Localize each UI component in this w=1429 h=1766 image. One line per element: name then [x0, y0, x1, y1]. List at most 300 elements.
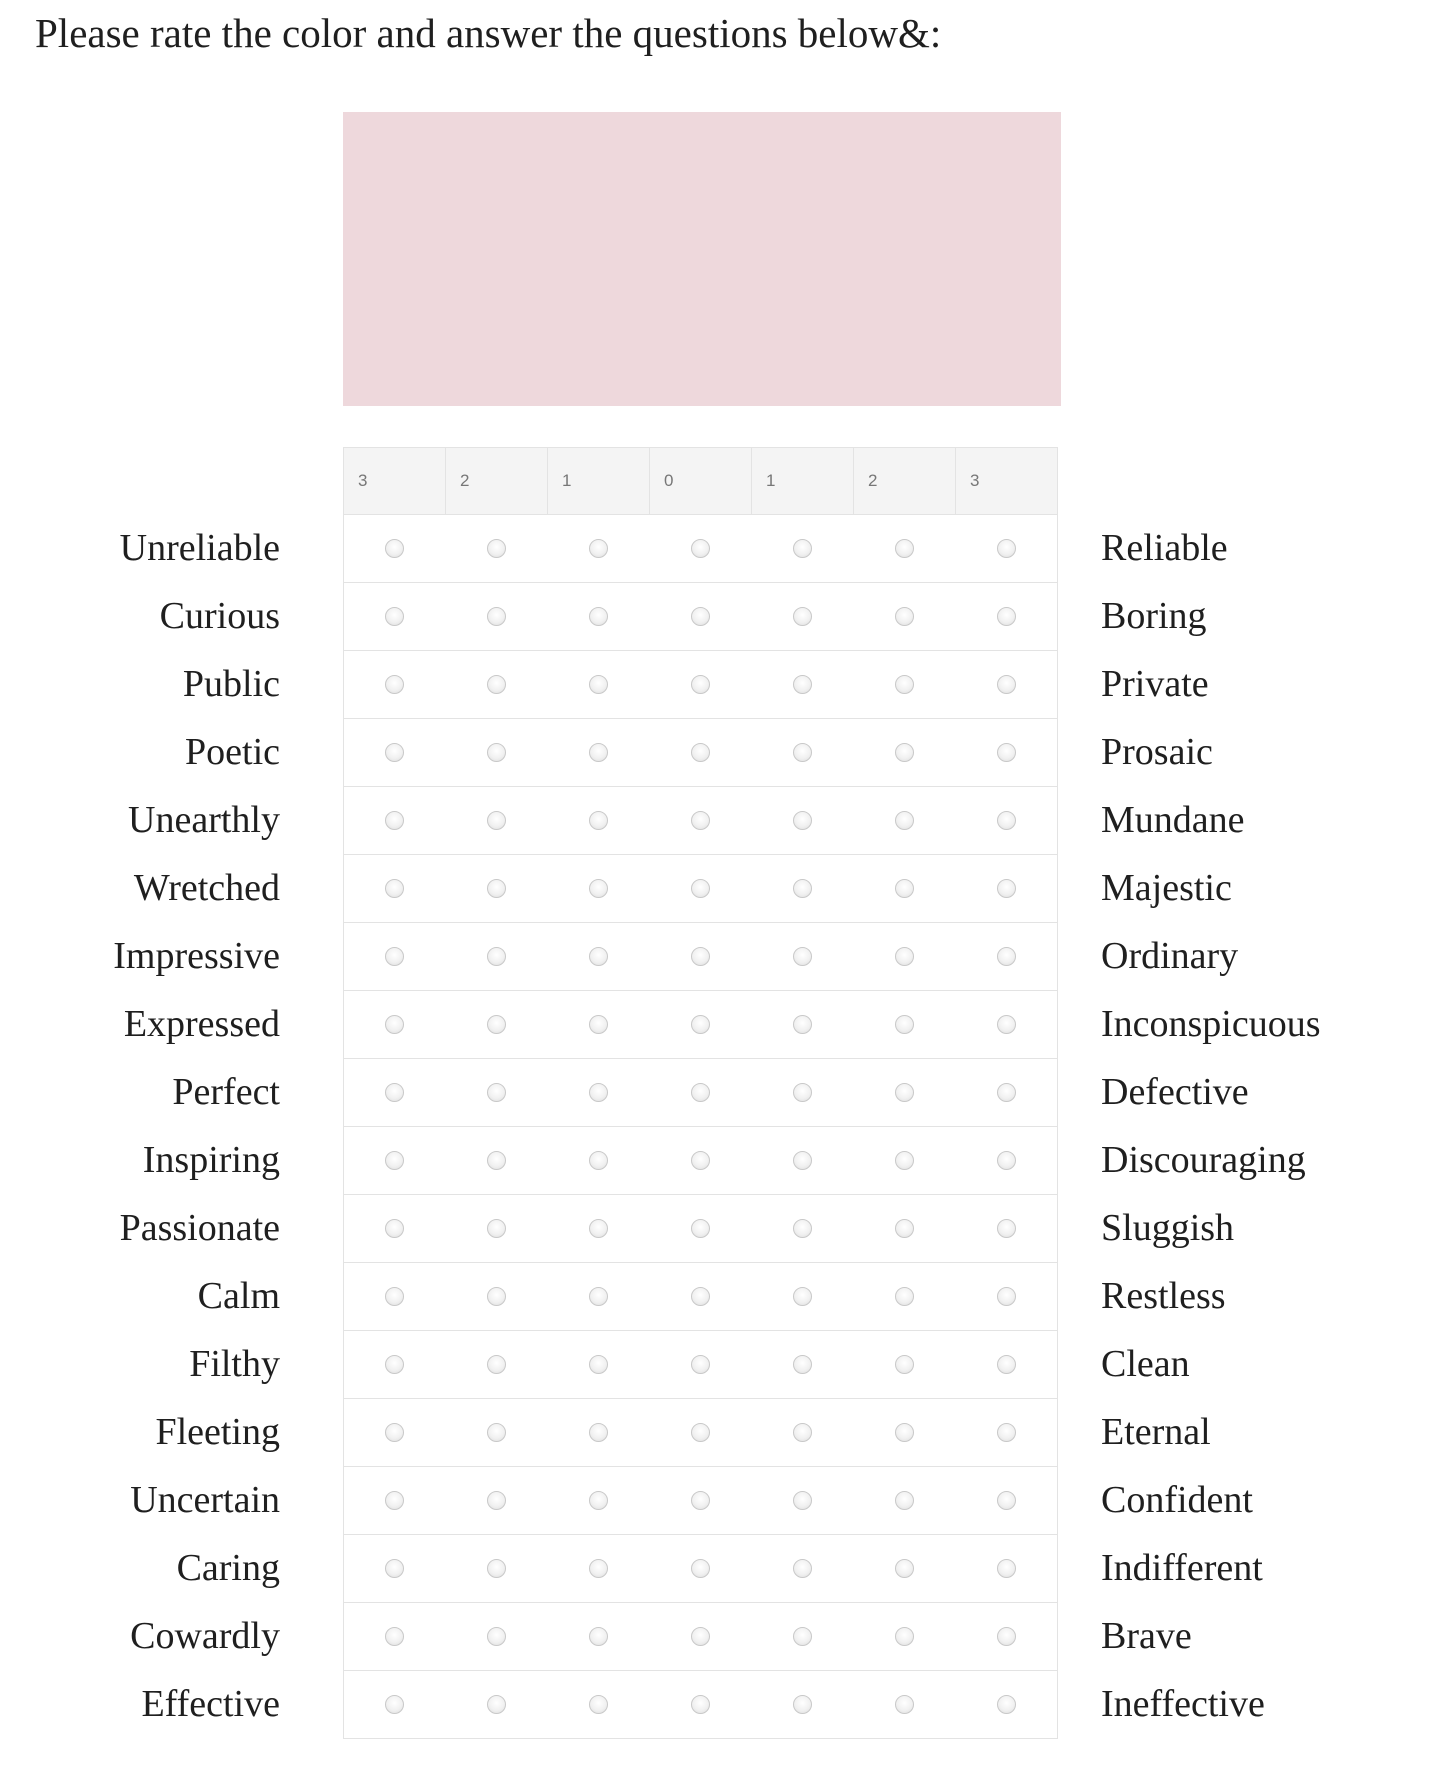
rating-radio-button[interactable] — [691, 1151, 710, 1170]
left-pole-label: Filthy — [189, 1343, 280, 1385]
rating-radio-button[interactable] — [589, 1287, 608, 1306]
rating-cell — [446, 923, 548, 991]
rating-radio-button[interactable] — [589, 1083, 608, 1102]
rating-radio-button[interactable] — [691, 1491, 710, 1510]
rating-radio-button[interactable] — [589, 743, 608, 762]
rating-cell — [446, 855, 548, 923]
left-pole-label: Uncertain — [130, 1479, 280, 1521]
rating-cell — [854, 1127, 956, 1195]
rating-radio-button[interactable] — [385, 1355, 404, 1374]
rating-radio-button[interactable] — [895, 811, 914, 830]
rating-radio-button[interactable] — [487, 1083, 506, 1102]
rating-cell — [650, 1671, 752, 1739]
rating-cell — [650, 719, 752, 787]
rating-radio-button[interactable] — [589, 607, 608, 626]
rating-radio-button[interactable] — [589, 1695, 608, 1714]
rating-radio-button[interactable] — [589, 947, 608, 966]
rating-radio-button[interactable] — [385, 1083, 404, 1102]
rating-cell — [344, 1195, 446, 1263]
rating-radio-button[interactable] — [793, 947, 812, 966]
rating-cell — [344, 1059, 446, 1127]
right-pole-label: Mundane — [1101, 799, 1245, 841]
rating-cell — [548, 515, 650, 583]
rating-radio-button[interactable] — [793, 675, 812, 694]
rating-cell — [854, 1671, 956, 1739]
rating-radio-button[interactable] — [385, 675, 404, 694]
rating-cell — [956, 1263, 1058, 1331]
rating-radio-button[interactable] — [487, 947, 506, 966]
right-pole-label: Ordinary — [1101, 935, 1239, 977]
scale-body — [344, 515, 1058, 1739]
rating-radio-button[interactable] — [895, 675, 914, 694]
rating-cell — [752, 583, 854, 651]
left-pole-label: Public — [182, 663, 280, 705]
rating-cell — [854, 1331, 956, 1399]
rating-radio-button[interactable] — [589, 539, 608, 558]
rating-cell — [446, 719, 548, 787]
left-pole-label: Curious — [159, 595, 280, 637]
rating-cell — [344, 651, 446, 719]
rating-radio-button[interactable] — [385, 1627, 404, 1646]
rating-row — [344, 1059, 1058, 1127]
rating-cell — [854, 923, 956, 991]
rating-cell — [344, 923, 446, 991]
rating-cell — [548, 1127, 650, 1195]
rating-cell — [548, 719, 650, 787]
rating-cell — [548, 1603, 650, 1671]
rating-radio-button[interactable] — [895, 1083, 914, 1102]
left-pole-label: Unreliable — [119, 527, 280, 569]
rating-cell — [854, 855, 956, 923]
rating-radio-button[interactable] — [487, 1695, 506, 1714]
rating-radio-button[interactable] — [793, 1423, 812, 1442]
rating-radio-button[interactable] — [385, 1695, 404, 1714]
left-pole-label: Effective — [141, 1683, 280, 1725]
rating-cell — [752, 1671, 854, 1739]
rating-cell — [548, 787, 650, 855]
rating-radio-button[interactable] — [589, 1423, 608, 1442]
rating-radio-button[interactable] — [997, 1083, 1016, 1102]
left-pole-labels — [60, 514, 280, 1738]
rating-row — [344, 1331, 1058, 1399]
rating-radio-button[interactable] — [589, 1151, 608, 1170]
rating-cell — [650, 583, 752, 651]
rating-radio-button[interactable] — [691, 1355, 710, 1374]
rating-cell — [446, 787, 548, 855]
rating-radio-button[interactable] — [793, 879, 812, 898]
rating-radio-button[interactable] — [487, 1151, 506, 1170]
rating-cell — [752, 1195, 854, 1263]
rating-radio-button[interactable] — [385, 1559, 404, 1578]
rating-cell — [752, 923, 854, 991]
rating-cell — [956, 1399, 1058, 1467]
rating-scale-table — [343, 447, 1058, 1739]
rating-cell — [752, 991, 854, 1059]
rating-radio-button[interactable] — [793, 1559, 812, 1578]
rating-cell — [344, 1127, 446, 1195]
rating-cell — [548, 1467, 650, 1535]
rating-row — [344, 1263, 1058, 1331]
rating-cell — [344, 1331, 446, 1399]
rating-radio-button[interactable] — [589, 879, 608, 898]
rating-cell — [344, 1263, 446, 1331]
rating-radio-button[interactable] — [793, 1627, 812, 1646]
rating-radio-button[interactable] — [691, 1083, 710, 1102]
color-swatch — [343, 112, 1061, 406]
rating-cell — [650, 1127, 752, 1195]
rating-cell — [854, 515, 956, 583]
left-pole-label: Unearthly — [128, 799, 280, 841]
rating-radio-button[interactable] — [997, 879, 1016, 898]
rating-cell — [446, 1467, 548, 1535]
rating-radio-button[interactable] — [487, 675, 506, 694]
rating-radio-button[interactable] — [691, 1695, 710, 1714]
rating-cell — [548, 855, 650, 923]
rating-radio-button[interactable] — [487, 1559, 506, 1578]
rating-cell — [752, 719, 854, 787]
rating-cell — [956, 719, 1058, 787]
rating-radio-button[interactable] — [895, 1151, 914, 1170]
rating-radio-button[interactable] — [589, 1219, 608, 1238]
scale-header-cell: 0 — [650, 448, 752, 515]
rating-cell — [650, 923, 752, 991]
rating-radio-button[interactable] — [589, 1015, 608, 1034]
rating-row — [344, 1399, 1058, 1467]
rating-cell — [752, 1535, 854, 1603]
rating-radio-button[interactable] — [895, 947, 914, 966]
rating-radio-button[interactable] — [691, 1287, 710, 1306]
rating-cell — [446, 1263, 548, 1331]
rating-radio-button[interactable] — [895, 1695, 914, 1714]
rating-row — [344, 787, 1058, 855]
rating-cell — [344, 1671, 446, 1739]
rating-cell — [752, 855, 854, 923]
rating-row — [344, 1671, 1058, 1739]
rating-cell — [548, 1331, 650, 1399]
rating-radio-button[interactable] — [997, 607, 1016, 626]
rating-cell — [548, 583, 650, 651]
rating-cell — [956, 1127, 1058, 1195]
rating-radio-button[interactable] — [385, 879, 404, 898]
rating-radio-button[interactable] — [385, 1015, 404, 1034]
left-pole-label: Cowardly — [130, 1615, 280, 1657]
rating-row — [344, 515, 1058, 583]
rating-radio-button[interactable] — [487, 1219, 506, 1238]
rating-cell — [854, 1535, 956, 1603]
rating-radio-button[interactable] — [691, 1559, 710, 1578]
rating-cell — [650, 1603, 752, 1671]
rating-radio-button[interactable] — [487, 1015, 506, 1034]
rating-radio-button[interactable] — [895, 1219, 914, 1238]
rating-cell — [650, 1195, 752, 1263]
rating-cell — [446, 1059, 548, 1127]
rating-cell — [650, 1263, 752, 1331]
rating-radio-button[interactable] — [385, 1491, 404, 1510]
rating-cell — [548, 1263, 650, 1331]
rating-cell — [446, 1195, 548, 1263]
rating-cell — [650, 787, 752, 855]
rating-radio-button[interactable] — [589, 1491, 608, 1510]
rating-radio-button[interactable] — [997, 1695, 1016, 1714]
rating-radio-button[interactable] — [793, 539, 812, 558]
rating-radio-button[interactable] — [895, 1627, 914, 1646]
left-pole-label: Inspiring — [142, 1139, 280, 1181]
right-pole-label: Restless — [1101, 1275, 1226, 1317]
rating-cell — [650, 991, 752, 1059]
rating-cell — [854, 1399, 956, 1467]
rating-radio-button[interactable] — [691, 539, 710, 558]
rating-radio-button[interactable] — [691, 1423, 710, 1442]
rating-radio-button[interactable] — [895, 607, 914, 626]
rating-radio-button[interactable] — [997, 1015, 1016, 1034]
rating-radio-button[interactable] — [793, 1355, 812, 1374]
rating-radio-button[interactable] — [997, 743, 1016, 762]
rating-radio-button[interactable] — [589, 1627, 608, 1646]
rating-radio-button[interactable] — [589, 675, 608, 694]
right-pole-label: Clean — [1101, 1343, 1190, 1385]
left-pole-label: Perfect — [172, 1071, 280, 1113]
rating-cell — [344, 719, 446, 787]
rating-row — [344, 583, 1058, 651]
rating-radio-button[interactable] — [895, 1355, 914, 1374]
rating-cell — [854, 651, 956, 719]
rating-cell — [344, 787, 446, 855]
rating-cell — [956, 1195, 1058, 1263]
rating-radio-button[interactable] — [997, 1559, 1016, 1578]
rating-radio-button[interactable] — [997, 947, 1016, 966]
rating-row — [344, 923, 1058, 991]
rating-cell — [650, 1467, 752, 1535]
rating-radio-button[interactable] — [895, 1423, 914, 1442]
rating-radio-button[interactable] — [691, 1015, 710, 1034]
scale-header-cell: 3 — [344, 448, 446, 515]
rating-radio-button[interactable] — [691, 607, 710, 626]
rating-cell — [956, 923, 1058, 991]
right-pole-label: Brave — [1101, 1615, 1192, 1657]
rating-radio-button[interactable] — [793, 1151, 812, 1170]
rating-cell — [854, 719, 956, 787]
rating-cell — [650, 855, 752, 923]
rating-cell — [548, 923, 650, 991]
rating-cell — [344, 855, 446, 923]
rating-radio-button[interactable] — [997, 1491, 1016, 1510]
rating-cell — [854, 1467, 956, 1535]
rating-cell — [548, 1671, 650, 1739]
rating-cell — [752, 1603, 854, 1671]
rating-radio-button[interactable] — [691, 675, 710, 694]
rating-radio-button[interactable] — [793, 743, 812, 762]
rating-cell — [752, 651, 854, 719]
right-pole-label: Confident — [1101, 1479, 1253, 1521]
rating-radio-button[interactable] — [589, 811, 608, 830]
rating-radio-button[interactable] — [793, 1491, 812, 1510]
rating-radio-button[interactable] — [589, 1559, 608, 1578]
rating-radio-button[interactable] — [487, 607, 506, 626]
rating-radio-button[interactable] — [487, 743, 506, 762]
right-pole-labels — [1101, 514, 1421, 1738]
rating-radio-button[interactable] — [691, 947, 710, 966]
right-pole-label: Boring — [1101, 595, 1207, 637]
left-pole-label: Impressive — [113, 935, 280, 977]
rating-radio-button[interactable] — [691, 1219, 710, 1238]
rating-cell — [854, 1195, 956, 1263]
rating-radio-button[interactable] — [895, 1491, 914, 1510]
rating-radio-button[interactable] — [385, 1423, 404, 1442]
scale-header-cell: 1 — [752, 448, 854, 515]
rating-cell — [752, 1399, 854, 1467]
rating-cell — [446, 1399, 548, 1467]
rating-cell — [854, 1263, 956, 1331]
rating-radio-button[interactable] — [997, 1151, 1016, 1170]
rating-cell — [956, 515, 1058, 583]
rating-cell — [956, 1059, 1058, 1127]
rating-radio-button[interactable] — [997, 811, 1016, 830]
left-pole-label: Calm — [197, 1275, 280, 1317]
rating-radio-button[interactable] — [487, 1355, 506, 1374]
rating-cell — [752, 1331, 854, 1399]
right-pole-label: Defective — [1101, 1071, 1249, 1113]
right-pole-label: Inconspicuous — [1101, 1003, 1321, 1045]
rating-radio-button[interactable] — [793, 1695, 812, 1714]
rating-radio-button[interactable] — [487, 1627, 506, 1646]
rating-cell — [344, 515, 446, 583]
rating-cell — [446, 991, 548, 1059]
rating-cell — [548, 1059, 650, 1127]
rating-radio-button[interactable] — [385, 1151, 404, 1170]
rating-radio-button[interactable] — [487, 1287, 506, 1306]
rating-cell — [956, 1467, 1058, 1535]
instruction-text: Please rate the color and answer the questions below&: — [35, 10, 942, 56]
left-pole-label: Caring — [176, 1547, 280, 1589]
rating-cell — [854, 991, 956, 1059]
rating-radio-button[interactable] — [793, 1219, 812, 1238]
rating-cell — [854, 787, 956, 855]
rating-radio-button[interactable] — [997, 1219, 1016, 1238]
rating-radio-button[interactable] — [895, 1287, 914, 1306]
rating-cell — [344, 1399, 446, 1467]
rating-row — [344, 1127, 1058, 1195]
rating-radio-button[interactable] — [895, 743, 914, 762]
right-pole-label: Indifferent — [1101, 1547, 1263, 1589]
rating-radio-button[interactable] — [793, 811, 812, 830]
rating-radio-button[interactable] — [385, 743, 404, 762]
right-pole-label: Prosaic — [1101, 731, 1213, 773]
rating-cell — [752, 515, 854, 583]
rating-cell — [752, 787, 854, 855]
rating-radio-button[interactable] — [691, 743, 710, 762]
rating-cell — [548, 1535, 650, 1603]
rating-radio-button[interactable] — [385, 947, 404, 966]
rating-row — [344, 1603, 1058, 1671]
rating-cell — [344, 1467, 446, 1535]
right-pole-label: Reliable — [1101, 527, 1228, 569]
rating-radio-button[interactable] — [997, 1287, 1016, 1306]
rating-cell — [956, 787, 1058, 855]
rating-radio-button[interactable] — [487, 539, 506, 558]
rating-cell — [446, 1671, 548, 1739]
rating-cell — [854, 1059, 956, 1127]
right-pole-label: Ineffective — [1101, 1683, 1265, 1725]
rating-row — [344, 1535, 1058, 1603]
rating-cell — [446, 1127, 548, 1195]
rating-cell — [344, 1535, 446, 1603]
rating-radio-button[interactable] — [691, 1627, 710, 1646]
rating-cell — [446, 1535, 548, 1603]
rating-cell — [956, 1603, 1058, 1671]
rating-cell — [752, 1059, 854, 1127]
rating-radio-button[interactable] — [487, 811, 506, 830]
rating-radio-button[interactable] — [895, 1015, 914, 1034]
rating-row — [344, 991, 1058, 1059]
rating-cell — [650, 1399, 752, 1467]
rating-cell — [854, 583, 956, 651]
rating-radio-button[interactable] — [691, 811, 710, 830]
right-pole-label: Majestic — [1101, 867, 1232, 909]
rating-radio-button[interactable] — [691, 879, 710, 898]
rating-cell — [548, 651, 650, 719]
left-pole-label: Poetic — [185, 731, 280, 773]
left-pole-label: Fleeting — [155, 1411, 280, 1453]
rating-cell — [650, 651, 752, 719]
rating-cell — [548, 1399, 650, 1467]
rating-radio-button[interactable] — [385, 539, 404, 558]
rating-radio-button[interactable] — [997, 1355, 1016, 1374]
rating-cell — [956, 1535, 1058, 1603]
rating-row — [344, 651, 1058, 719]
rating-cell — [650, 1535, 752, 1603]
rating-cell — [956, 991, 1058, 1059]
rating-radio-button[interactable] — [487, 1491, 506, 1510]
right-pole-label: Eternal — [1101, 1411, 1211, 1453]
scale-header-row — [344, 448, 1058, 515]
rating-radio-button[interactable] — [385, 811, 404, 830]
rating-radio-button[interactable] — [385, 607, 404, 626]
rating-radio-button[interactable] — [895, 1559, 914, 1578]
rating-cell — [650, 515, 752, 583]
rating-cell — [446, 651, 548, 719]
rating-radio-button[interactable] — [997, 675, 1016, 694]
rating-radio-button[interactable] — [589, 1355, 608, 1374]
rating-cell — [446, 1331, 548, 1399]
rating-cell — [956, 855, 1058, 923]
rating-radio-button[interactable] — [895, 539, 914, 558]
left-pole-label: Passionate — [119, 1207, 280, 1249]
rating-radio-button[interactable] — [997, 1423, 1016, 1442]
rating-radio-button[interactable] — [997, 539, 1016, 558]
rating-cell — [956, 1671, 1058, 1739]
rating-cell — [956, 583, 1058, 651]
rating-cell — [344, 991, 446, 1059]
rating-cell — [650, 1059, 752, 1127]
rating-radio-button[interactable] — [793, 1015, 812, 1034]
rating-radio-button[interactable] — [385, 1287, 404, 1306]
rating-cell — [956, 651, 1058, 719]
rating-radio-button[interactable] — [487, 879, 506, 898]
rating-radio-button[interactable] — [793, 607, 812, 626]
rating-radio-button[interactable] — [793, 1287, 812, 1306]
rating-row — [344, 1195, 1058, 1263]
rating-radio-button[interactable] — [385, 1219, 404, 1238]
rating-cell — [752, 1467, 854, 1535]
rating-radio-button[interactable] — [895, 879, 914, 898]
rating-radio-button[interactable] — [793, 1083, 812, 1102]
rating-cell — [854, 1603, 956, 1671]
right-pole-label: Sluggish — [1101, 1207, 1235, 1249]
left-pole-label: Wretched — [133, 867, 280, 909]
rating-cell — [548, 1195, 650, 1263]
rating-radio-button[interactable] — [487, 1423, 506, 1442]
rating-radio-button[interactable] — [997, 1627, 1016, 1646]
